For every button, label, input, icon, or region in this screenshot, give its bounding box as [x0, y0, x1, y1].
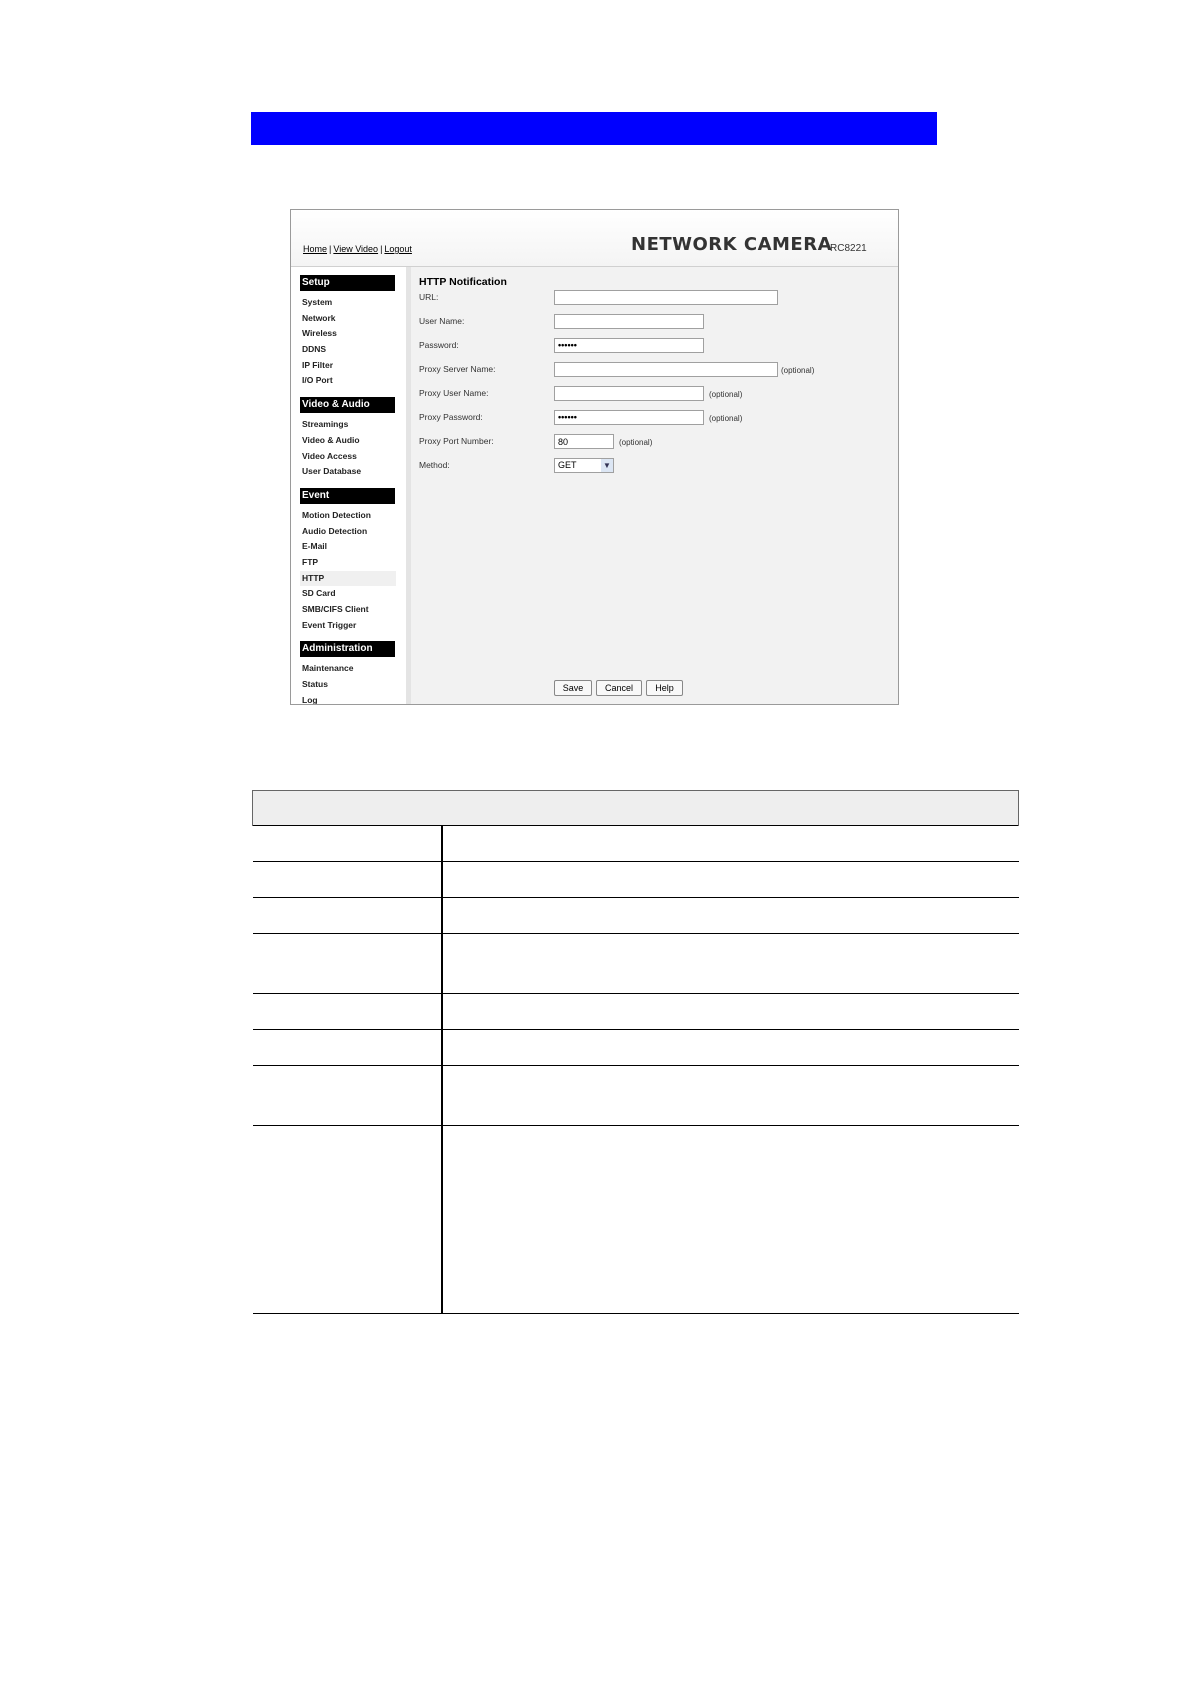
table-cell [253, 994, 442, 1030]
table-row [253, 1066, 1019, 1126]
sidebar-item-event-trigger[interactable]: Event Trigger [302, 619, 357, 630]
optional-note: (optional) [619, 438, 653, 447]
password-label: Password: [419, 340, 459, 350]
table-row [253, 934, 1019, 994]
brand-title: NETWORK CAMERA [631, 234, 833, 255]
table-cell [442, 1030, 1019, 1066]
link-separator: | [329, 244, 332, 254]
help-button[interactable]: Help [646, 680, 683, 696]
page-title: HTTP Notification [419, 276, 507, 288]
sidebar-item-wireless[interactable]: Wireless [302, 328, 337, 339]
ui-header [291, 210, 898, 267]
table-cell [253, 1066, 442, 1126]
table-row [253, 994, 1019, 1030]
proxy-password-label: Proxy Password: [419, 412, 483, 422]
sidebar-heading-administration: Administration [300, 641, 395, 657]
sidebar-item-email[interactable]: E-Mail [302, 541, 328, 552]
sidebar-item-audio-detection[interactable]: Audio Detection [302, 525, 368, 536]
sidebar-item-ip-filter[interactable]: IP Filter [302, 359, 334, 370]
table-cell [253, 862, 442, 898]
sidebar-item-sd-card[interactable]: SD Card [302, 588, 336, 599]
proxy-port-field[interactable] [554, 434, 614, 449]
table-cell [442, 994, 1019, 1030]
sidebar-item-io-port[interactable]: I/O Port [302, 375, 333, 386]
proxy-port-label: Proxy Port Number: [419, 436, 494, 446]
optional-note: (optional) [781, 366, 815, 375]
sidebar-group-administration [291, 641, 406, 705]
table-row [253, 862, 1019, 898]
camera-web-ui-screenshot [290, 209, 899, 705]
table-row [253, 826, 1019, 862]
table-cell [253, 826, 442, 862]
url-label: URL: [419, 292, 439, 302]
method-select[interactable] [554, 458, 614, 473]
sidebar-item-video-audio[interactable]: Video & Audio [302, 434, 360, 445]
table-cell [253, 934, 442, 994]
table-cell [442, 862, 1019, 898]
link-separator: | [380, 244, 383, 254]
sidebar-item-network[interactable]: Network [302, 312, 336, 323]
sidebar-item-streamings[interactable]: Streamings [302, 419, 349, 430]
sidebar-item-smb-cifs-client[interactable]: SMB/CIFS Client [302, 604, 369, 614]
proxy-password-field[interactable]: •••••• [554, 410, 704, 425]
sidebar-item-system[interactable]: System [302, 297, 333, 307]
proxy-server-label: Proxy Server Name: [419, 364, 496, 374]
sidebar-heading-event: Event [300, 488, 395, 504]
sidebar-heading-setup: Setup [300, 275, 395, 291]
table-row [253, 1030, 1019, 1066]
top-nav-links [303, 244, 412, 254]
optional-note: (optional) [709, 414, 743, 423]
sidebar-heading-video-audio: Video & Audio [300, 397, 395, 413]
sidebar-item-video-access[interactable]: Video Access [302, 450, 357, 461]
sidebar-item-status[interactable]: Status [302, 679, 328, 690]
password-field[interactable]: •••••• [554, 338, 704, 353]
sidebar-item-ddns[interactable]: DDNS [302, 344, 327, 355]
proxy-user-field[interactable] [554, 386, 704, 401]
table-cell [253, 898, 442, 934]
section-heading-bar [251, 112, 937, 145]
url-field[interactable] [554, 290, 778, 305]
sidebar-group-event [291, 488, 406, 634]
sidebar-item-ftp[interactable]: FTP [302, 556, 319, 567]
table-header-row [253, 791, 1019, 826]
table-cell [253, 1126, 442, 1314]
save-button[interactable]: Save [554, 680, 592, 696]
table-cell [442, 898, 1019, 934]
table-cell [442, 934, 1019, 994]
sidebar-item-log[interactable]: Log [302, 694, 318, 705]
table-cell [442, 1066, 1019, 1126]
sidebar-item-motion-detection[interactable]: Motion Detection [302, 509, 371, 520]
user-name-label: User Name: [419, 316, 465, 326]
user-name-field[interactable] [554, 314, 704, 329]
proxy-server-field[interactable] [554, 362, 778, 377]
http-notification-panel [411, 267, 898, 704]
sidebar-item-http[interactable]: HTTP [300, 571, 396, 587]
view-video-link[interactable]: View Video [333, 244, 379, 254]
home-link[interactable]: Home [303, 244, 328, 254]
sidebar-item-user-database[interactable]: User Database [302, 466, 362, 477]
method-value: GET [558, 460, 577, 470]
table-row [253, 1126, 1019, 1314]
proxy-user-label: Proxy User Name: [419, 388, 489, 398]
model-number: RC8221 [830, 243, 867, 254]
table-header-cell [253, 791, 1019, 826]
table-row [253, 898, 1019, 934]
method-label: Method: [419, 460, 450, 470]
table-cell [253, 1030, 442, 1066]
description-table [252, 790, 1019, 1314]
sidebar-group-setup [291, 275, 406, 389]
sidebar-group-video-audio [291, 397, 406, 480]
cancel-button[interactable]: Cancel [596, 680, 642, 696]
optional-note: (optional) [709, 390, 743, 399]
logout-link[interactable]: Logout [384, 244, 412, 254]
sidebar [291, 267, 411, 704]
table-cell [442, 1126, 1019, 1314]
table-cell [442, 826, 1019, 862]
chevron-down-icon[interactable]: ▼ [601, 459, 613, 472]
sidebar-item-maintenance[interactable]: Maintenance [302, 663, 354, 674]
